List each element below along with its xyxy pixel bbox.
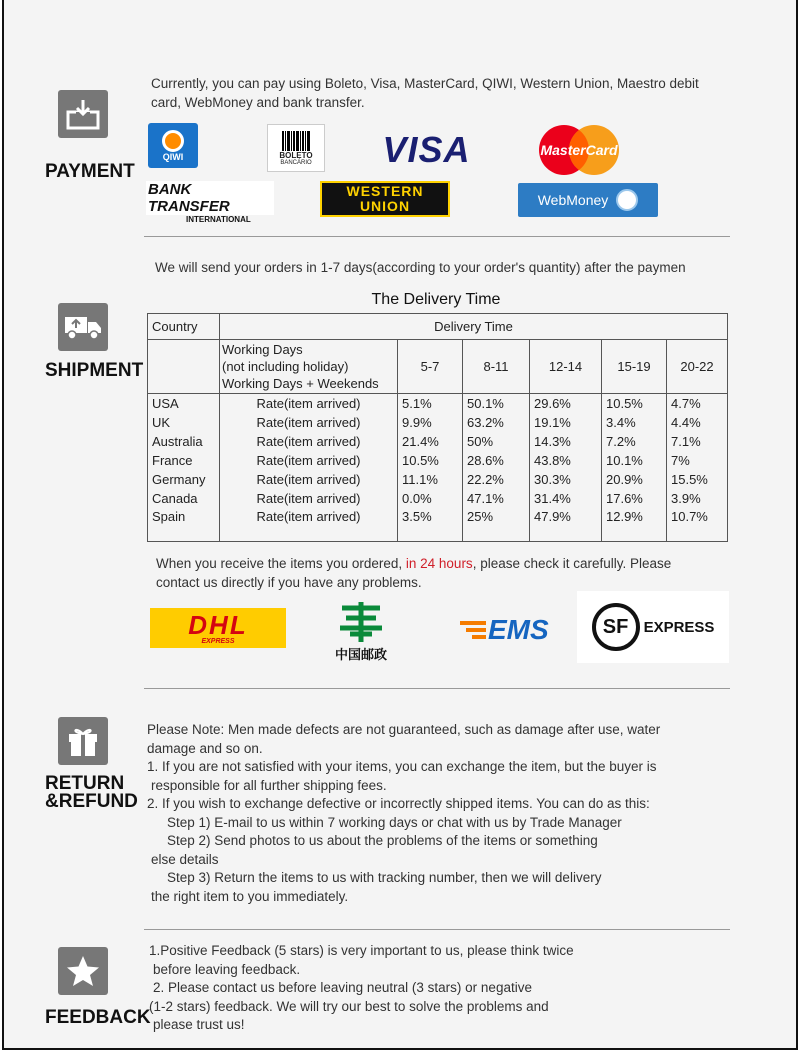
row-country: UK — [148, 413, 220, 432]
dhl-logo — [150, 608, 286, 648]
row-value: 22.2% — [463, 470, 530, 489]
row-value: 17.6% — [602, 489, 667, 508]
dhl-sub-label: EXPRESS — [201, 637, 235, 645]
payment-text: Currently, you can pay using Boleto, Visa, MasterCard, QIWI, Western Union, Maestro debit card, WebMoney and bank transfer. — [151, 76, 699, 110]
refund-text — [147, 721, 727, 906]
refund-title-1: RETURN — [45, 773, 125, 794]
row-country: Germany — [148, 470, 220, 489]
refund-line: the right item to you immediately. — [151, 888, 349, 904]
refund-line: else details — [151, 851, 219, 867]
gift-box-icon — [58, 717, 108, 765]
page-frame — [2, 0, 798, 1050]
payment-title: PAYMENT — [45, 161, 135, 182]
mastercard-logo — [534, 124, 624, 176]
refund-line: Step 1) E-mail to us within 7 working days or chat with us by Trade Manager — [167, 814, 622, 830]
boleto-label: BOLETO — [279, 150, 313, 160]
row-label: Rate(item arrived) — [220, 508, 398, 542]
receive-text-highlight: in 24 hours — [405, 556, 473, 571]
row-value: 28.6% — [463, 451, 530, 470]
qiwi-label: QIWI — [162, 151, 184, 162]
header-delivery-time: Delivery Time — [220, 314, 728, 340]
row-value: 11.1% — [398, 470, 463, 489]
boleto-logo — [267, 124, 325, 172]
webmoney-logo — [518, 183, 658, 217]
row-value: 3.9% — [667, 489, 728, 508]
row-value: 47.1% — [463, 489, 530, 508]
header-range: 15-19 — [602, 340, 667, 394]
row-value: 50% — [463, 432, 530, 451]
globe-icon — [616, 189, 638, 211]
row-value: 0.0% — [398, 489, 463, 508]
sf-circle-icon — [592, 603, 640, 651]
row-value: 47.9% — [530, 508, 602, 542]
row-value: 10.1% — [602, 451, 667, 470]
sf-express-label: EXPRESS — [643, 618, 715, 636]
working-days-line-1: Working Days — [222, 342, 303, 357]
row-value: 7% — [667, 451, 728, 470]
header-range: 8-11 — [463, 340, 530, 394]
row-value: 31.4% — [530, 489, 602, 508]
header-country-empty — [148, 340, 220, 394]
refund-divider — [144, 929, 730, 930]
bank-transfer-sub-label: INTERNATIONAL — [186, 214, 251, 224]
feedback-line: (1-2 stars) feedback. We will try our best to solve the problems and — [149, 998, 549, 1014]
row-label: Rate(item arrived) — [220, 451, 398, 470]
mastercard-label: MasterCard — [540, 142, 618, 158]
refund-title-2: &REFUND — [45, 791, 138, 812]
boleto-sub-label: BANCÁRIO — [280, 159, 312, 166]
ems-label: EMS — [488, 614, 549, 645]
shipment-divider — [144, 688, 730, 689]
header-working-days — [220, 340, 398, 394]
row-value: 21.4% — [398, 432, 463, 451]
truck-icon — [58, 303, 108, 351]
refund-line: Step 3) Return the items to us with tracking number, then we will delivery — [167, 870, 602, 885]
bank-transfer-label: BANK TRANSFER — [146, 181, 274, 215]
receive-text-start: When you receive the items you ordered, — [156, 556, 406, 571]
star-icon — [58, 947, 108, 995]
row-value: 10.5% — [398, 451, 463, 470]
row-value: 10.7% — [667, 508, 728, 542]
payment-divider — [144, 236, 730, 237]
header-country: Country — [148, 314, 220, 340]
sf-express-logo — [577, 591, 729, 663]
delivery-table — [147, 313, 728, 542]
row-value: 12.9% — [602, 508, 667, 542]
shipment-text: We will send your orders in 1-7 days(according to your order's quantity) after the paymen — [155, 260, 686, 275]
china-post-logo — [322, 600, 400, 670]
header-range: 5-7 — [398, 340, 463, 394]
row-value: 5.1% — [398, 394, 463, 413]
row-value: 19.1% — [530, 413, 602, 432]
western-union-logo — [320, 181, 450, 217]
row-label: Rate(item arrived) — [220, 413, 398, 432]
refund-line: Please Note: Men made defects are not guaranteed, such as damage after use, water — [147, 722, 661, 737]
refund-line: Step 2) Send photos to us about the problems of the items or something — [167, 833, 598, 848]
row-value: 3.4% — [602, 413, 667, 432]
china-post-label: 中国邮政 — [334, 648, 387, 663]
row-value: 25% — [463, 508, 530, 542]
row-value: 10.5% — [602, 394, 667, 413]
row-value: 7.1% — [667, 432, 728, 451]
china-post-emblem-icon — [336, 600, 386, 644]
western-union-label-2: UNION — [359, 198, 411, 214]
row-country: Australia — [148, 432, 220, 451]
refund-line: 1. If you are not satisfied with your items, you can exchange the item, but the buyer is — [147, 759, 657, 774]
bank-transfer-logo — [146, 180, 274, 224]
download-tray-icon — [58, 90, 108, 138]
row-label: Rate(item arrived) — [220, 432, 398, 451]
row-value: 63.2% — [463, 413, 530, 432]
receive-text-line-2: contact us directly if you have any problems. — [156, 574, 422, 590]
row-value: 30.3% — [530, 470, 602, 489]
row-value: 43.8% — [530, 451, 602, 470]
row-value: 29.6% — [530, 394, 602, 413]
row-country: France — [148, 451, 220, 470]
refund-line: responsible for all further shipping fees. — [151, 777, 387, 793]
visa-label: VISA — [382, 129, 471, 170]
shipment-title: SHIPMENT — [45, 360, 144, 381]
webmoney-label: WebMoney — [537, 192, 609, 208]
feedback-line: 1.Positive Feedback (5 stars) is very important to us, please think twice — [149, 943, 574, 958]
row-label: Rate(item arrived) — [220, 394, 398, 413]
feedback-title: FEEDBACK — [45, 1007, 151, 1028]
row-value: 20.9% — [602, 470, 667, 489]
qiwi-logo — [148, 123, 198, 168]
sf-label: SF — [602, 615, 629, 638]
visa-logo — [374, 128, 479, 172]
feedback-line: 2. Please contact us before leaving neutral (3 stars) or negative — [153, 980, 532, 995]
feedback-line: please trust us! — [153, 1017, 245, 1032]
row-value: 4.4% — [667, 413, 728, 432]
row-value: 50.1% — [463, 394, 530, 413]
row-country: Spain — [148, 508, 220, 542]
feedback-line: before leaving feedback. — [153, 961, 301, 977]
refund-line: 2. If you wish to exchange defective or incorrectly shipped items. You can do as this: — [147, 796, 650, 811]
header-range: 20-22 — [667, 340, 728, 394]
working-days-line-3: Working Days + Weekends — [222, 376, 379, 391]
row-value: 14.3% — [530, 432, 602, 451]
row-label: Rate(item arrived) — [220, 489, 398, 508]
dhl-label: DHL — [188, 609, 248, 640]
row-value: 4.7% — [667, 394, 728, 413]
refund-line: damage and so on. — [147, 740, 263, 756]
receive-text — [156, 555, 726, 592]
row-value: 9.9% — [398, 413, 463, 432]
ems-logo — [460, 614, 560, 646]
row-label: Rate(item arrived) — [220, 470, 398, 489]
row-value: 15.5% — [667, 470, 728, 489]
row-value: 3.5% — [398, 508, 463, 542]
row-country: Canada — [148, 489, 220, 508]
receive-text-end: , please check it carefully. Please — [472, 556, 672, 571]
delivery-table-title: The Delivery Time — [371, 291, 501, 308]
western-union-label-1: WESTERN — [346, 183, 424, 199]
working-days-line-2: (not including holiday) — [222, 359, 349, 374]
row-value: 7.2% — [602, 432, 667, 451]
feedback-text — [149, 942, 729, 1035]
row-country: USA — [148, 394, 220, 413]
header-range: 12-14 — [530, 340, 602, 394]
